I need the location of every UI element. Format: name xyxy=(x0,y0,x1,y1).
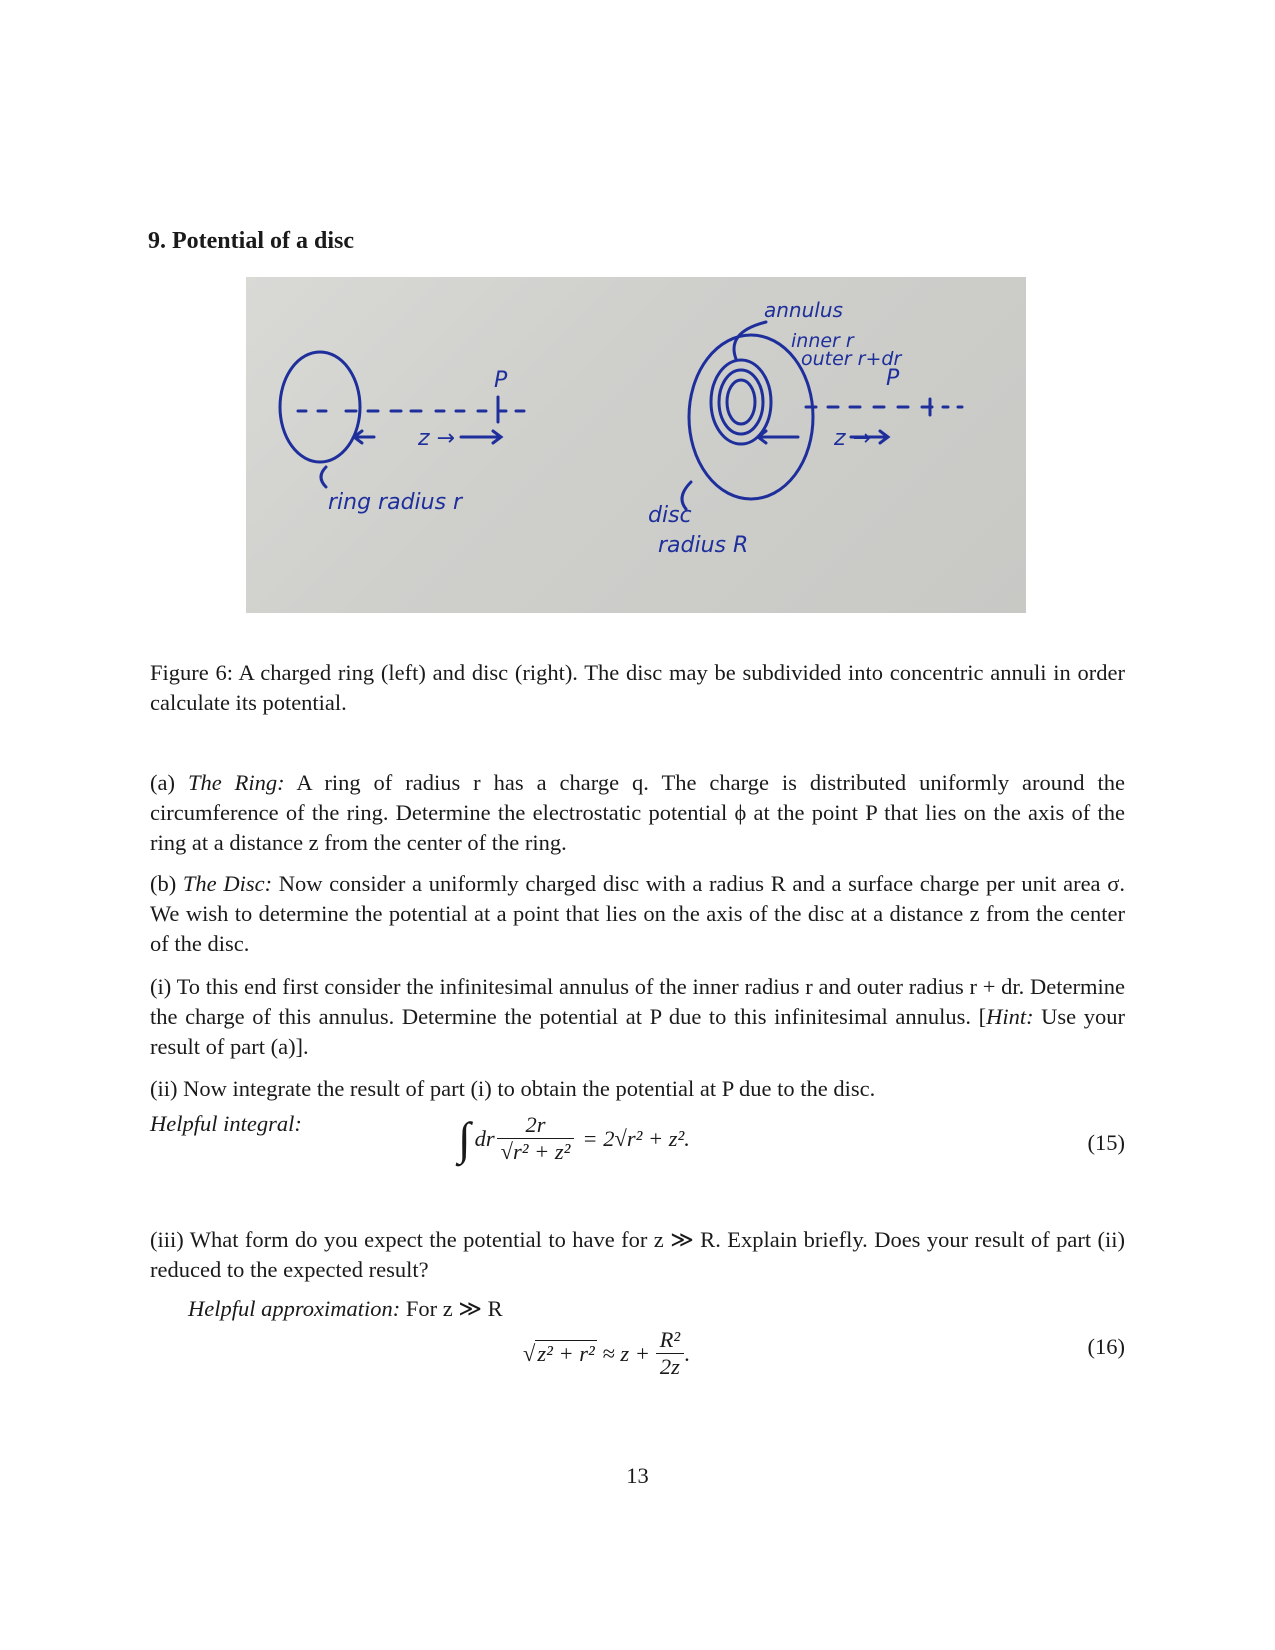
eq15-fraction xyxy=(497,1112,575,1165)
part-a-heading: The Ring: xyxy=(187,770,285,795)
figure-caption: Figure 6: A charged ring (left) and disc (right). The disc may be subdivided into concentric annuli in order calculate its potential. xyxy=(150,660,1125,715)
handwritten-sketch xyxy=(246,277,1026,613)
part-i-paragraph xyxy=(150,972,1125,1062)
eq16-end: . xyxy=(684,1340,690,1366)
figure-photo xyxy=(246,277,1026,613)
equation-16 xyxy=(523,1327,690,1380)
disc-p-label: P xyxy=(886,366,900,391)
eq16-numerator: R² xyxy=(659,1327,681,1352)
ring-radius-label: ring radius r xyxy=(328,490,463,515)
ring-drawing xyxy=(280,352,360,462)
part-a-text: A ring of radius r has a charge q. The charge is distributed uniformly around the circumference of the ring. Determine the electrostatic potential ϕ at the point P that lies on the axis of the ring at a distance z from the center of the ring. xyxy=(150,770,1125,855)
ring-z-label: z → xyxy=(418,426,455,451)
annulus-label: annulus xyxy=(764,298,843,322)
helpful-integral-label: Helpful integral: xyxy=(150,1111,302,1136)
disc-z-label: z → xyxy=(834,426,871,451)
part-b-heading: The Disc: xyxy=(182,871,273,896)
part-i-hint-text: Use your result of part (a)]. xyxy=(150,1004,1125,1059)
ring-p-label: P xyxy=(494,368,508,393)
part-a-prefix: (a) xyxy=(150,770,188,795)
part-b-prefix: (b) xyxy=(150,871,183,896)
part-i-hint-label: Hint: xyxy=(986,1004,1034,1029)
eq15-denominator: √r² + z² xyxy=(497,1138,575,1165)
part-i-text: (i) To this end first consider the infinitesimal annulus of the inner radius r and outer radius r + dr. Determine the charge of this annulus. Determine the potential at P due to this infinitesimal annulus. [ xyxy=(150,974,1125,1029)
helpful-approximation xyxy=(188,1296,503,1322)
eq15-numerator: 2r xyxy=(525,1112,546,1137)
equation-16-number: (16) xyxy=(1087,1334,1125,1359)
annulus-outer-label: outer r+dr xyxy=(801,348,902,370)
part-ii-paragraph: (ii) Now integrate the result of part (i) to obtain the potential at P due to the disc. xyxy=(150,1076,876,1101)
eq15-dr: dr xyxy=(474,1125,495,1151)
eq15-denominator-radicand: r² + z² xyxy=(512,1139,571,1164)
helpful-approx-label: Helpful approximation: xyxy=(188,1296,401,1321)
annulus-inner-label: inner r xyxy=(791,330,854,352)
eq16-lhs: √z² + r² xyxy=(523,1340,595,1366)
part-b-paragraph xyxy=(150,869,1125,959)
disc-label: disc xyxy=(648,503,692,528)
equation-15-number: (15) xyxy=(1087,1130,1125,1155)
part-iii-paragraph: (iii) What form do you expect the potential to have for z ≫ R. Explain briefly. Does your result of part (ii) reduced to the expected result? xyxy=(150,1227,1125,1282)
equation-15 xyxy=(458,1112,690,1165)
section-title: 9. Potential of a disc xyxy=(148,228,354,254)
part-a-paragraph xyxy=(150,768,1125,858)
disc-radius-label: radius R xyxy=(658,533,749,558)
eq16-fraction xyxy=(656,1327,685,1380)
page-number: 13 xyxy=(626,1463,649,1488)
part-b-text: Now consider a uniformly charged disc with a radius R and a surface charge per unit area σ. We wish to determine the potential at a point that lies on the axis of the disc at a distance z from the center of the disc. xyxy=(150,871,1125,956)
eq16-radicand: z² + r² xyxy=(537,1340,595,1366)
eq15-rhs: = 2√r² + z². xyxy=(582,1125,690,1151)
helpful-approx-text: For z ≫ R xyxy=(400,1296,503,1321)
eq16-denominator: 2z xyxy=(656,1353,685,1380)
integral-sign: ∫ xyxy=(458,1112,471,1164)
eq16-approx: ≈ z + xyxy=(596,1340,656,1366)
